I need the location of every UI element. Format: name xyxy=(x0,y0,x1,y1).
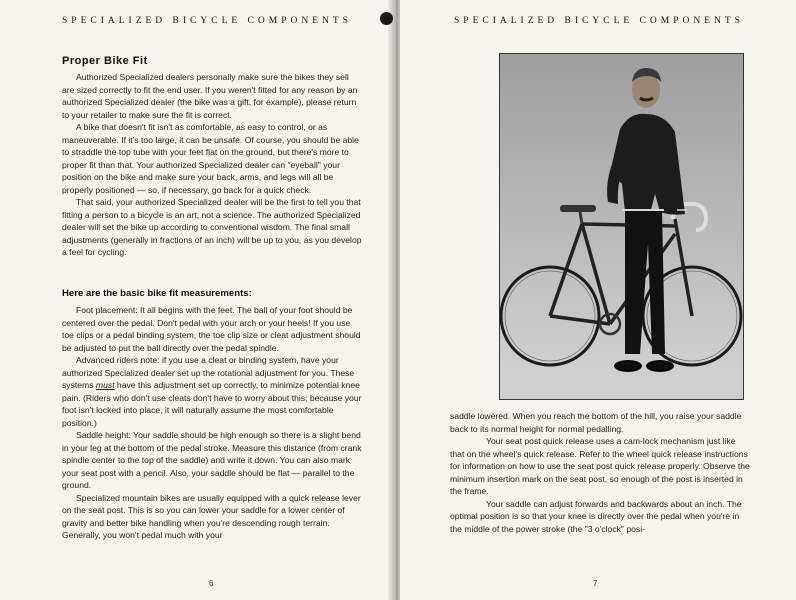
continued-text xyxy=(450,410,750,535)
paragraph: That said, your authorized Specialized dealer will be the first to tell you that fitting a person to a bicycle is an art, not a science. The authorized Specialized dealer will set the bike up according to conventional wisdom. The final small adjustments (generally in fractions of an inch) will be up to you, as you develop a feel for cycling. xyxy=(62,197,362,257)
measurements-text xyxy=(62,304,362,542)
paragraph: Authorized Specialized dealers personally make sure the bikes they sell are sized correctly to fit the end user. If you weren't fitted for any reason by an authorized Specialized dealer (the bike was a gift, for example), please return to your retailer to make sure the fit is correct. xyxy=(62,72,358,120)
page-number-right: 7 xyxy=(593,579,598,588)
rider-with-bike-photo xyxy=(499,53,744,400)
binding-hole-left xyxy=(380,12,393,25)
right-page xyxy=(400,0,796,600)
paragraph: Your saddle can adjust forwards and backwards about an inch. The optimal position is so that your knee is directly over the pedal when you're in the middle of the power stroke (the "3 o'clock" posi- xyxy=(450,498,742,534)
paragraph-advanced-riders: Advanced riders note: if you use a cleat or binding system, have your authorized Specialized dealer set up the rotational adjustment for you. These systems must have this adjustment set up correctly, to minimize potential knee pain. (Riders who don't use cleats don't have to worry about this; because your foot isn't locked into place, it will naturally assume the most comfortable position.) xyxy=(62,355,362,428)
intro-text xyxy=(62,71,362,259)
paragraph: saddle lowered. When you reach the bottom of the hill, you raise your saddle back to its normal height for normal pedalling. xyxy=(450,411,742,434)
saddle xyxy=(560,205,596,212)
bike-fit-illustration xyxy=(500,54,743,399)
paragraph: Your seat post quick release uses a cam-lock mechanism just like that on the wheel's quick release. Refer to the wheel quick release instructions for information on how to use the seat post quick release properly. Observe the minimum insertion mark on the seat post, so enough of the post is inserted in the frame. xyxy=(450,436,750,496)
paragraph-saddle-height: Saddle height: Your saddle should be high enough so there is a slight bend in your leg at the bottom of the pedal stroke. Measure this distance (from crank spindle center to the top of the saddle) and write it down. You can also mark your seat post with a pencil. Also, your saddle should be flat — parallel to the ground. xyxy=(62,430,362,490)
section-title: Proper Bike Fit xyxy=(62,55,148,67)
left-page xyxy=(0,0,394,600)
paragraph-mountain-bikes: Specialized mountain bikes are usually equipped with a quick release lever on the seat post. This is so you can lower your saddle for a lower center of gravity and better bike handling when you're descending rough terrain. Generally, you won't pedal much with your xyxy=(62,492,361,540)
page-number-left: 6 xyxy=(209,579,214,588)
paragraph-foot-placement: Foot placement: It all begins with the feet. The ball of your foot should be centered over the pedal. Don't pedal with your arch or your heels! If you use toe clips or a pedal binding system, the toe clip size or cleat adjustment should be adjusted to put the ball directly over the pedal spindle. xyxy=(62,305,361,353)
paragraph: A bike that doesn't fit isn't as comfortable, as easy to control, or as maneuverable. If it's too large, it can be unsafe. Of course, you should be able to straddle the top tube with your feet flat on the ground, but there's more to proper fit than that. Your authorized Specialized dealer can "eyeball" your position on the bike and make sure your back, arms, and legs will all be properly positioned — so, if necessary, go back for a quick check. xyxy=(62,122,359,195)
fit-measurements-heading: Here are the basic bike fit measurements: xyxy=(62,288,252,299)
running-head-left: SPECIALIZED BICYCLE COMPONENTS xyxy=(62,16,352,26)
running-head-right: SPECIALIZED BICYCLE COMPONENTS xyxy=(454,16,744,26)
